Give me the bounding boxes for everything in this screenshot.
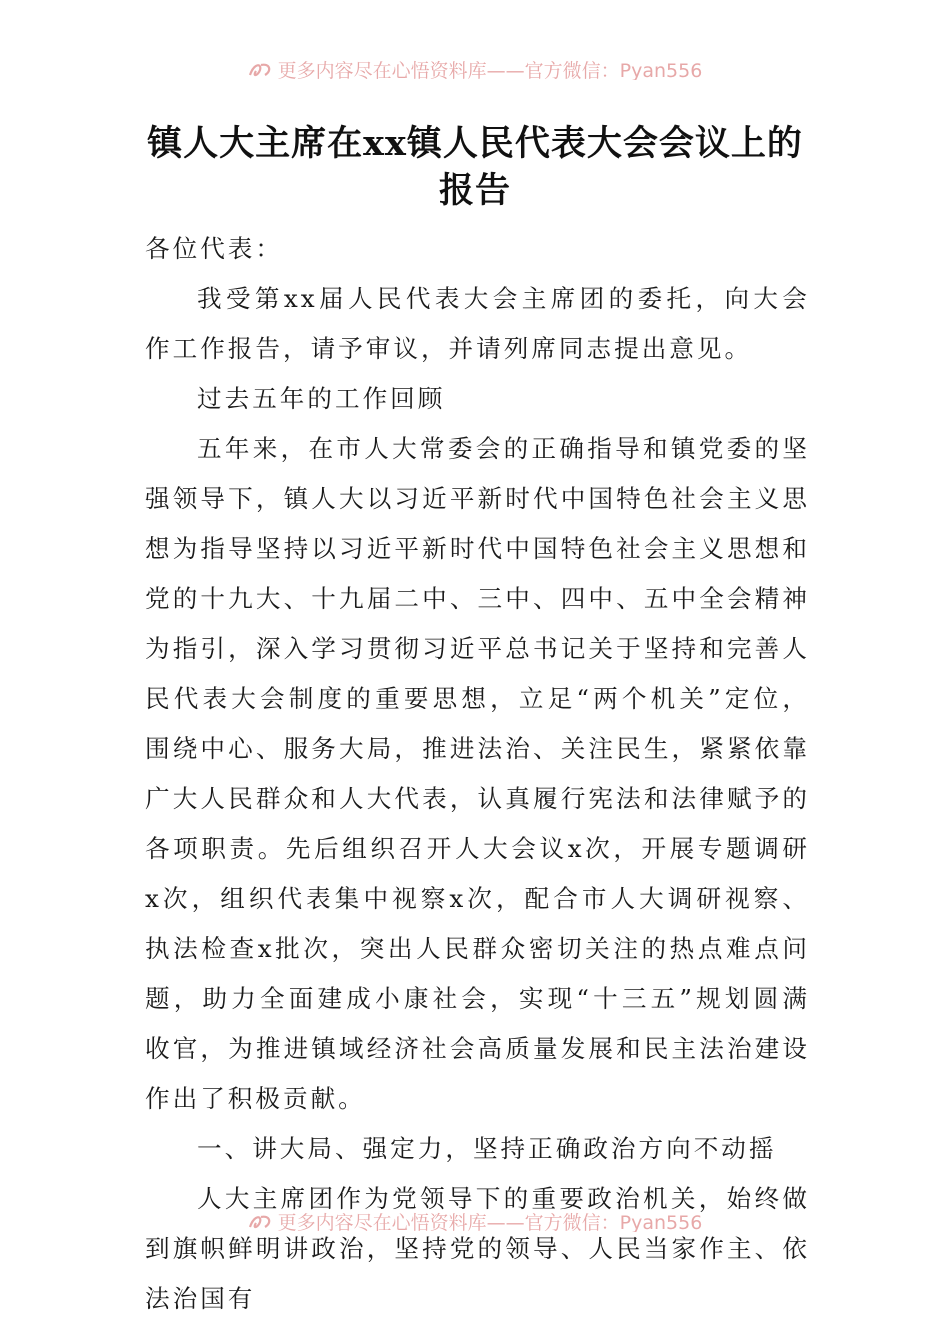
paragraph: 五年来，在市人大常委会的正确指导和镇党委的坚强领导下，镇人大以习近平新时代中国特色社会主义思想为指导坚持以习近平新时代中国特色社会主义思想和党的十九大、十九届二中、三中、四中、五中全会精神为指引，深入学习贯彻习近平总书记关于坚持和完善人民代表大会制度的重要思想，立足“两个机关”定位，围绕中心、服务大局，推进法治、关注民生，紧紧依靠广大人民群众和人大代表，认真履行宪法和法律赋予的各项职责。先后组织召开人大会议x次，开展专题调研x次，组织代表集中视察x次，配合市人大调研视察、执法检查x批次，突出人民群众密切关注的热点难点问题，助力全面建成小康社会，实现“十三五”规划圆满收官，为推进镇域经济社会高质量发展和民主法治建设作出了积极贡献。 (145, 434, 810, 1113)
watermark-text: 更多内容尽在心悟资料库——官方微信：Pyan556 (277, 1212, 703, 1232)
section-heading: 一、讲大局、强定力，坚持正确政治方向不动摇 (197, 1134, 777, 1163)
brand-logo-icon (248, 1213, 274, 1231)
salutation: 各位代表： (145, 234, 283, 263)
document-body (145, 224, 810, 1324)
watermark-header (0, 58, 950, 80)
watermark-footer (0, 1210, 950, 1232)
paragraph: 我受第xx届人民代表大会主席团的委托，向大会作工作报告，请予审议，并请列席同志提出意见。 (145, 284, 810, 363)
section-heading: 过去五年的工作回顾 (197, 384, 446, 413)
paragraph: 人大主席团作为党领导下的重要政治机关，始终做到旗帜鲜明讲政治，坚持党的领导、人民当家作主、依法治国有 (145, 1184, 810, 1313)
brand-logo-icon (248, 61, 274, 79)
watermark-text: 更多内容尽在心悟资料库——官方微信：Pyan556 (277, 60, 703, 80)
document-title: 镇人大主席在xx镇人民代表大会会议上的报告 (147, 123, 803, 211)
